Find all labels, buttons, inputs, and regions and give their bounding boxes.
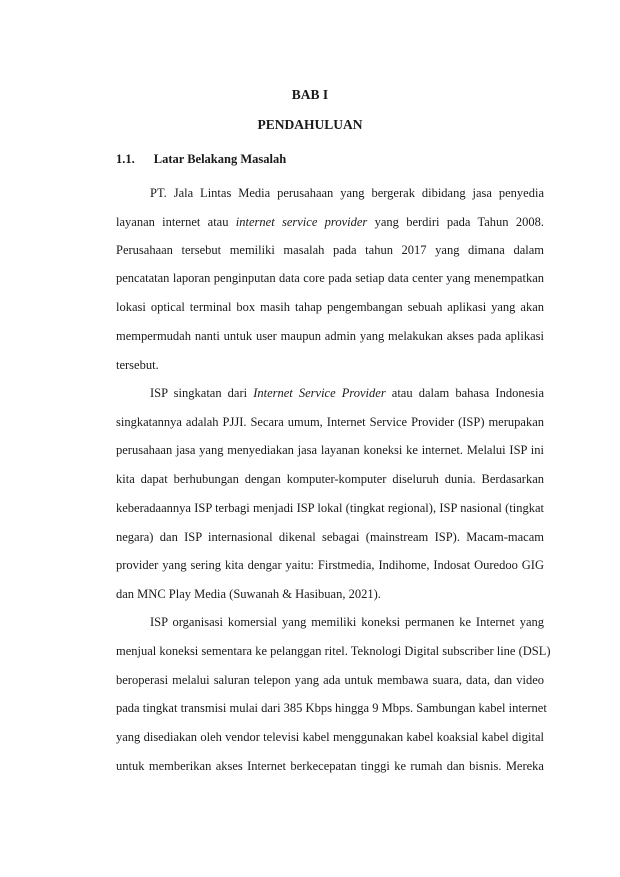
paragraph-line: beroperasi melalui saluran telepon yang ada untuk membawa suara, data, dan video: [116, 673, 544, 687]
paragraph-line: provider yang sering kita dengar yaitu: Firstmedia, Indihome, Indosat Ouredoo GIG: [116, 558, 544, 572]
paragraph-line: singkatannya adalah PJJI. Secara umum, Internet Service Provider (ISP) merupakan: [116, 415, 544, 429]
paragraph-line: menjual koneksi sementara ke pelanggan ritel. Teknologi Digital subscriber line (DSL): [116, 644, 551, 658]
paragraph-line: keberadaannya ISP terbagi menjadi ISP lokal (tingkat regional), ISP nasional (tingkat: [116, 501, 544, 515]
text-span: layanan internet atau: [116, 215, 236, 229]
paragraph-line: lokasi optical terminal box masih tahap pengembangan sebuah aplikasi yang akan: [116, 300, 544, 314]
paragraph-line: PT. Jala Lintas Media perusahaan yang bergerak dibidang jasa penyedia: [150, 186, 544, 200]
paragraph-line: perusahaan jasa yang menyediakan jasa layanan koneksi ke internet. Melalui ISP ini: [116, 443, 544, 457]
section-number: 1.1.: [116, 152, 135, 166]
text-span: atau dalam bahasa Indonesia: [385, 386, 545, 400]
paragraph-line: untuk memberikan akses Internet berkecepatan tinggi ke rumah dan bisnis. Mereka: [116, 759, 544, 773]
paragraph-line: pada tingkat transmisi mulai dari 385 Kbps hingga 9 Mbps. Sambungan kabel internet: [116, 701, 547, 715]
paragraph-line: negara) dan ISP internasional dikenal sebagai (mainstream ISP). Macam-macam: [116, 530, 544, 544]
chapter-number: BAB I: [291, 87, 329, 102]
chapter-title: PENDAHULUAN: [257, 117, 363, 132]
paragraph-line: ISP organisasi komersial yang memiliki koneksi permanen ke Internet yang: [150, 615, 544, 629]
paragraph-line: pencatatan laporan penginputan data core pada setiap data center yang menempatkan: [116, 271, 544, 285]
text-span: yang berdiri pada Tahun 2008.: [367, 215, 544, 229]
italic-term: internet service provider: [235, 215, 368, 229]
paragraph-line: mempermudah nanti untuk user maupun admin yang melakukan akses pada aplikasi: [116, 329, 544, 343]
paragraph-line: [150, 385, 544, 401]
paragraph-line: yang disediakan oleh vendor televisi kabel menggunakan kabel koaksial kabel digital: [116, 730, 544, 744]
section-title: Latar Belakang Masalah: [153, 152, 287, 166]
section-heading: [116, 152, 286, 167]
paragraph-line: kita dapat berhubungan dengan komputer-komputer diseluruh dunia. Berdasarkan: [116, 472, 544, 486]
paragraph-line: tersebut.: [116, 358, 159, 372]
text-span: ISP singkatan dari: [150, 386, 254, 400]
paragraph-line: [116, 214, 544, 230]
paragraph-line: dan MNC Play Media (Suwanah & Hasibuan, 2021).: [116, 587, 381, 601]
paragraph-line: Perusahaan tersebut memiliki masalah pada tahun 2017 yang dimana dalam: [116, 243, 544, 257]
italic-term: Internet Service Provider: [253, 386, 386, 400]
